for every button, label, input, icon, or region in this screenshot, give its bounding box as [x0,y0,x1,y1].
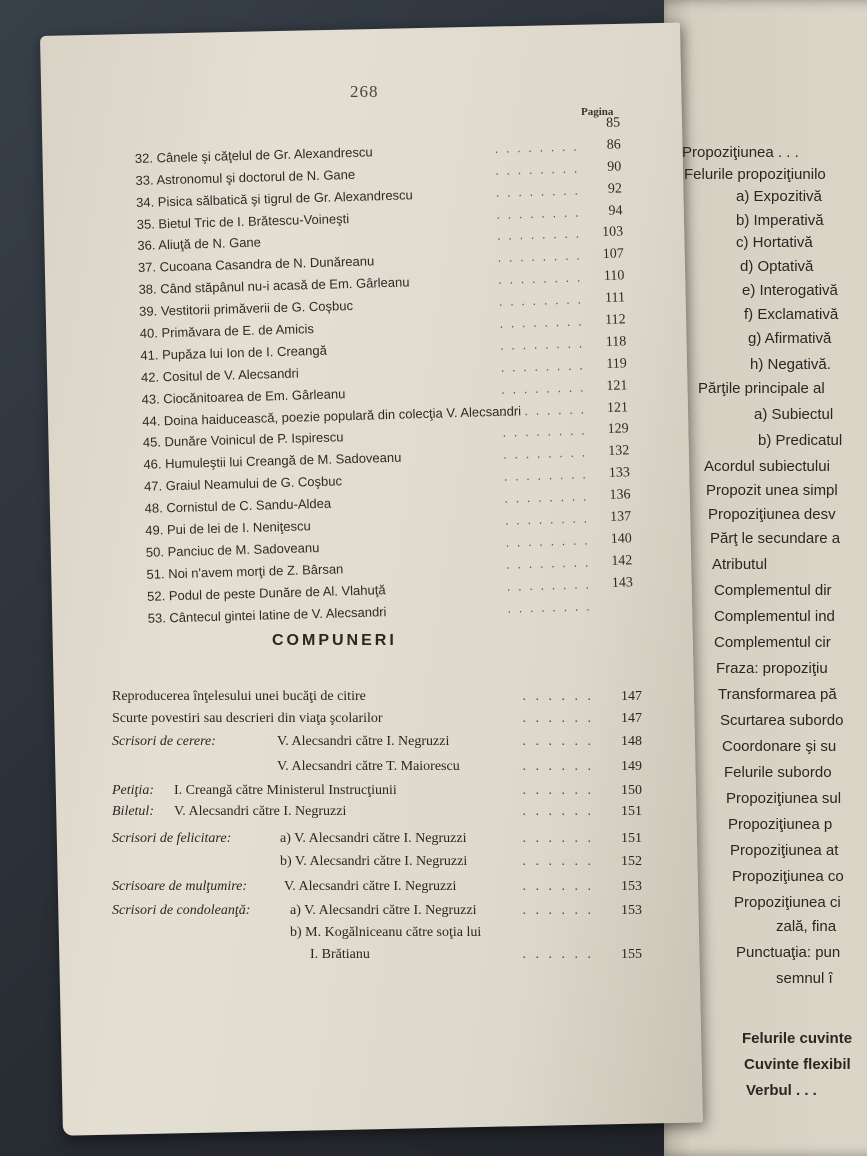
compuneri-row [112,686,652,708]
toc-page: 118 [605,334,627,350]
leader-dots: . . . . . . . . [499,335,585,353]
right-page-entry: b) Predicatul [758,432,843,449]
compuneri-page: 147 [621,689,642,704]
compuneri-row [112,828,652,850]
compuneri-category: Scrisori de cerere: [112,734,216,749]
toc-page: 86 [606,137,621,153]
leader-dots: . . . . . . [522,711,594,726]
leader-dots: . . . . . . [522,759,594,774]
right-page-entry: Propoziţiunea at [730,842,839,859]
right-page-entry: Scurtarea subordo [720,712,844,729]
right-page-entry: Felurile cuvinte [742,1030,853,1047]
leader-dots: . . . . . . [522,854,594,869]
toc-title: 47. Graiul Neamului de G. Coşbuc [143,473,343,495]
toc-page: 142 [611,553,633,569]
leader-dots: . . . . . . . . [505,554,591,572]
compuneri-row [112,801,652,823]
toc-page: 85 [605,115,621,131]
leader-dots: . . . . . . . . [498,291,584,310]
compuneri-row [112,708,652,730]
compuneri-category: Scrisori de felicitare: [112,831,232,846]
compuneri-page: 150 [621,783,642,798]
compuneri-text: V. Alecsandri către I. Negruzzi [277,734,450,749]
leader-dots: . . . . . . . . [505,532,590,550]
compuneri-row [112,944,652,966]
right-page-entry: g) Afirmativă [748,330,832,347]
toc-page: 121 [606,378,628,394]
right-page-entry: Coordonare şi su [722,738,837,755]
right-page-entry: Complementul ind [714,608,835,625]
compuneri-row [112,756,652,778]
compuneri-row [112,876,652,898]
compuneri-text: I. Brătianu [310,947,370,962]
leader-dots: . . . . . . . . [494,160,580,178]
compuneri-page: 147 [621,711,642,726]
toc-page: 92 [607,181,623,197]
section-title-compuneri: COMPUNERI [272,632,397,649]
leader-dots: . . . . . . [522,804,594,819]
leader-dots: . . . . . . [522,879,594,894]
right-page-entry: Acordul subiectului [704,458,830,475]
toc-title: 35. Bietul Tric de I. Brătescu-Voineşti [136,210,350,232]
leader-dots: . . . . . . . . [504,488,589,506]
right-page-entry: Propoziţiunea p [728,816,833,833]
compuneri-row [112,900,652,922]
compuneri-page: 153 [621,879,642,894]
compuneri-text: a) V. Alecsandri către I. Negruzzi [280,831,467,846]
toc-page: 111 [604,290,626,307]
compuneri-text: b) M. Kogălniceanu către soţia lui [290,925,482,940]
right-page-entry: Propozit unea simpl [706,482,838,499]
compuneri-category: Scrisori de condoleanţă: [112,903,251,918]
toc-title: 40. Primăvara de E. de Amicis [139,321,315,341]
toc-page: 140 [610,531,632,547]
toc-page: 110 [603,268,625,285]
right-page-entry: Propoziţiunea sul [726,790,842,807]
compuneri-row [112,851,652,873]
toc-page [593,594,633,595]
right-page-entry: Propoziţiunea . . . [682,144,799,161]
right-page-entry: c) Hortativă [736,234,813,251]
right-page-entry: zală, fina [776,918,837,935]
toc-title: 49. Pui de lei de I. Neniţescu [145,518,311,538]
toc-title: 33. Astronomul şi doctorul de N. Gane [135,166,356,188]
right-page-entry: Cuvinte flexibil [744,1056,851,1073]
leader-dots: . . . . . . . . [496,204,581,222]
compuneri-page: 152 [621,854,642,869]
compuneri-text: Scurte povestiri sau descrieri din viaţa şcolarilor [112,711,383,726]
compuneri-text: I. Creangă către Ministerul Instrucţiunii [174,783,397,798]
toc-title: 38. Când stăpânul nu-i acasă de Em. Gârleanu [138,274,410,298]
right-page-entry: Complementul cir [714,634,831,651]
leader-dots: . . . . . . [522,783,594,798]
toc-title: 42. Cositul de V. Alecsandri [140,365,299,385]
compuneri-page: 155 [621,947,642,962]
leader-dots: . . . . . . [522,947,594,962]
compuneri-text: V. Alecsandri către T. Maiorescu [277,759,460,774]
compuneri-text: V. Alecsandri către I. Negruzzi [284,879,457,894]
toc-title: 43. Ciocănitoarea de Em. Gârleanu [141,385,346,407]
toc-page: 133 [608,465,631,482]
leader-dots: . . . . . . . . [503,466,589,485]
leader-dots: . . . . . . . . [494,138,579,156]
toc-page: 143 [611,574,634,591]
toc-page: 132 [608,443,630,460]
right-page-entry: Fraza: propoziţiu [716,660,828,677]
toc-title: 37. Cucoana Casandra de N. Dunăreanu [137,253,375,276]
leader-dots: . . . . . . . . [502,444,588,463]
leader-dots: . . . . . . . . [497,247,582,266]
toc-title: 53. Cântecul gintei latine de V. Alecsandri [147,603,387,626]
table-of-contents [134,112,648,629]
leader-dots: . . . . . . . . [506,576,592,594]
leader-dots: . . . . . . . . [507,598,592,616]
compuneri-category: Petiţia: [112,783,154,798]
compuneri-text: b) V. Alecsandri către I. Negruzzi [280,854,468,869]
leader-dots: . . . . . . . . [504,510,590,528]
right-page-entry: Părţile principale al [698,380,825,397]
right-page-entry: semnul î [776,970,833,987]
right-page-entry: Complementul dir [714,582,832,599]
right-page-entry: a) Expozitivă [736,188,822,205]
right-page-entry: Propoziţiunea ci [734,894,841,911]
compuneri-category: Scrisoare de mulţumire: [112,879,248,894]
toc-title: 52. Podul de peste Dunăre de Al. Vlahuţă [146,581,386,604]
compuneri-page: 151 [621,804,642,819]
right-page-entry: Verbul . . . [746,1082,817,1099]
toc-title: 36. Aliuţă de N. Gane [137,234,262,254]
toc-title: 46. Humuleştii lui Creangă de M. Sadoveanu [143,450,402,473]
right-page-entry: Părţ le secundare a [710,530,841,547]
right-page-entry: Transformarea pă [718,686,837,703]
right-page-entry: Punctuaţia: pun [736,944,841,961]
toc-title: 51. Noi n'avem morţi de Z. Bârsan [146,561,344,582]
leader-dots: . . . . . . . . [501,379,586,397]
leader-dots: . . . . . . [522,903,594,918]
toc-title: 32. Cânele şi căţelul de Gr. Alexandrescu [134,144,373,166]
toc-page: 90 [607,159,622,175]
leader-dots: . . . . . . . . [500,357,586,375]
compuneri-row [112,922,652,944]
toc-page: 94 [608,202,623,219]
toc-page: 107 [602,246,624,263]
right-page-entry: e) Interogativă [742,282,838,299]
right-page-entry: h) Negativă. [750,356,831,373]
toc-page: 121 [606,399,629,416]
compuneri-row [112,731,652,753]
right-page-entry: b) Imperativă [736,212,824,229]
leader-dots: . . . . . . . . [496,226,582,244]
compuneri-row [112,780,652,802]
toc-title: 44. Doina haiducească, poezie populară din colecţia V. Alecsandri [142,402,522,429]
right-page-entry: Atributul [712,556,768,573]
right-page-entry: Felurile propoziţiunilo [684,166,826,183]
toc-title: 41. Pupăza lui Ion de I. Creangă [140,342,328,363]
right-page-entry: Propoziţiunea co [732,868,844,885]
compuneri-text: a) V. Alecsandri către I. Negruzzi [290,903,477,918]
toc-title: 50. Panciuc de M. Sadoveanu [145,539,320,560]
toc-page: 103 [601,224,624,241]
leader-dots: . . . . . . . . [502,422,587,441]
leader-dots: . . . . . . . . [498,269,583,288]
toc-page: 136 [609,487,631,504]
compuneri-text: Reproducerea înţelesului unei bucăţi de citire [112,689,366,704]
toc-page: 129 [607,421,629,438]
leader-dots: . . . . . . [522,734,594,749]
right-page-entry: a) Subiectul [754,406,834,423]
toc-title: 48. Cornistul de C. Sandu-Aldea [144,495,332,516]
toc-title: 34. Pisica sălbatică şi tigrul de Gr. Alexandrescu [135,186,413,210]
toc-title: 45. Dunăre Voinicul de P. Ispirescu [142,429,344,451]
compuneri-text: V. Alecsandri către I. Negruzzi [174,804,347,819]
pagina-column-header: Pagina [581,106,614,118]
compuneri-page: 148 [621,734,642,749]
right-page-entry: f) Exclamativă [744,306,839,323]
toc-page: 112 [604,312,626,328]
leader-dots: . . . . . . . . [499,313,584,331]
leader-dots: . . . . . . . . [501,401,587,419]
compuneri-page: 149 [621,759,642,774]
leader-dots: . . . . . . [522,689,594,704]
leader-dots: . . . . . . . . [495,182,581,200]
page-number: 268 [350,82,379,101]
compuneri-category: Biletul: [112,804,154,819]
right-page-entry: Felurile subordo [724,764,832,781]
toc-title: 39. Vestitorii primăverii de G. Coşbuc [138,298,354,320]
leader-dots: . . . . . . [522,831,594,846]
compuneri-page: 151 [621,831,642,846]
toc-page: 137 [609,509,632,525]
toc-page: 119 [606,356,628,372]
compuneri-page: 153 [621,903,642,918]
right-page-entry: Propoziţiunea desv [708,506,836,523]
right-page-entry: d) Optativă [740,258,814,275]
